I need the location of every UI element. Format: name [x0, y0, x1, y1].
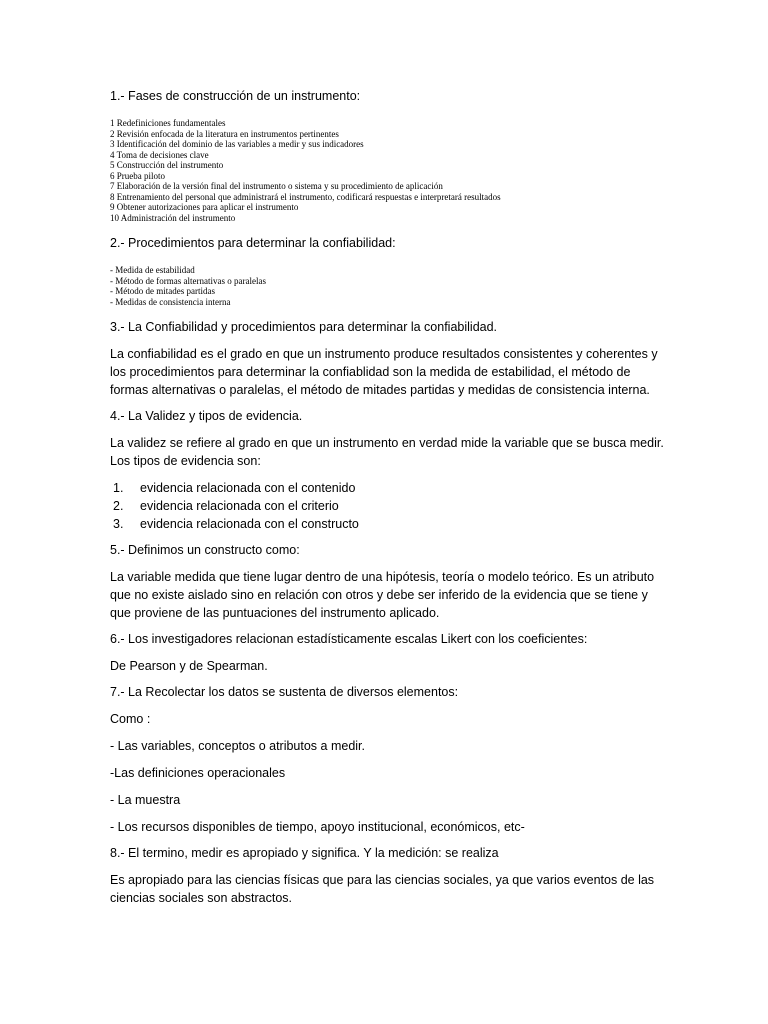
- list-item: 8 Entrenamiento del personal que administrará el instrumento, codificará respuestas e interpretará resultados: [110, 191, 501, 202]
- document-page: [110, 88, 670, 907]
- section-7-line: - Los recursos disponibles de tiempo, apoyo institucional, económicos, etc-: [110, 820, 525, 834]
- section-5-body: La variable medida que tiene lugar dentro de una hipótesis, teoría o modelo teórico. Es un atributo que no existe aislado sino en relación con otros y debe ser inferido de la evidencia que se tiene y que proviene de las puntuaciones del instrumento aplicado.: [110, 570, 655, 620]
- list-item: - Método de mitades partidas: [110, 286, 215, 296]
- section-3-body: La confiabilidad es el grado en que un instrumento produce resultados consistentes y coherentes y los procedimientos para determinar la confiablidad son la medida de estabilidad, el método de formas alternativas o paralelas, el método de mitades partidas y medidas de consistencia interna.: [110, 347, 658, 397]
- section-8-heading: 8.- El termino, medir es apropiado y significa. Y la medición: se realiza: [110, 846, 499, 860]
- section-7-heading: 7.- La Recolectar los datos se sustenta de diversos elementos:: [110, 685, 459, 699]
- list-item: 4 Toma de decisiones clave: [110, 149, 209, 160]
- list-number: 1.: [113, 481, 124, 495]
- section-7-line: - Las variables, conceptos o atributos a medir.: [110, 739, 365, 753]
- list-text: evidencia relacionada con el contenido: [140, 481, 356, 495]
- section-5-heading: 5.- Definimos un constructo como:: [110, 543, 300, 557]
- section-6-heading: 6.- Los investigadores relacionan estadísticamente escalas Likert con los coeficientes:: [110, 632, 588, 646]
- list-item: 5 Construcción del instrumento: [110, 160, 224, 170]
- list-text: evidencia relacionada con el criterio: [140, 499, 339, 513]
- list-item: 7 Elaboración de la versión final del instrumento o sistema y su procedimiento de aplicación: [110, 181, 443, 191]
- list-item: 10 Administración del instrumento: [110, 212, 236, 223]
- section-7-line: Como :: [110, 712, 151, 726]
- section-3-heading: 3.- La Confiabilidad y procedimientos para determinar la confiabilidad.: [110, 320, 498, 334]
- list-item: - Método de formas alternativas o paralelas: [110, 275, 266, 286]
- list-item: 9 Obtener autorizaciones para aplicar el instrumento: [110, 202, 299, 212]
- list-number: 2.: [113, 499, 124, 513]
- construction-phases-list: [110, 118, 670, 223]
- section-8-body: Es apropiado para las ciencias físicas que para las ciencias sociales, ya que varios eventos de las ciencias sociales son abstractos.: [110, 873, 655, 905]
- reliability-procedures-list: [110, 265, 670, 307]
- section-4-body: La validez se refiere al grado en que un instrumento en verdad mide la variable que se busca medir. Los tipos de evidencia son:: [110, 436, 664, 468]
- section-1-heading: 1.- Fases de construcción de un instrumento:: [110, 89, 361, 103]
- list-text: evidencia relacionada con el constructo: [140, 517, 359, 531]
- list-item: 2 Revisión enfocada de la literatura en instrumentos pertinentes: [110, 128, 339, 139]
- list-item: 1 Redefiniciones fundamentales: [110, 118, 226, 128]
- list-item: 3 Identificación del dominio de las variables a medir y sus indicadores: [110, 139, 364, 149]
- evidence-types-list: [110, 479, 670, 533]
- section-7-line: - La muestra: [110, 793, 181, 807]
- section-4-heading: 4.- La Validez y tipos de evidencia.: [110, 409, 303, 423]
- section-7-line: -Las definiciones operacionales: [110, 766, 286, 780]
- list-number: 3.: [113, 517, 124, 531]
- list-item: [110, 479, 670, 497]
- list-item: - Medida de estabilidad: [110, 265, 195, 275]
- list-item: - Medidas de consistencia interna: [110, 296, 231, 307]
- list-item: [110, 497, 670, 515]
- section-2-heading: 2.- Procedimientos para determinar la confiabilidad:: [110, 236, 396, 250]
- section-6-body: De Pearson y de Spearman.: [110, 659, 268, 673]
- list-item: [110, 515, 670, 533]
- list-item: 6 Prueba piloto: [110, 170, 165, 181]
